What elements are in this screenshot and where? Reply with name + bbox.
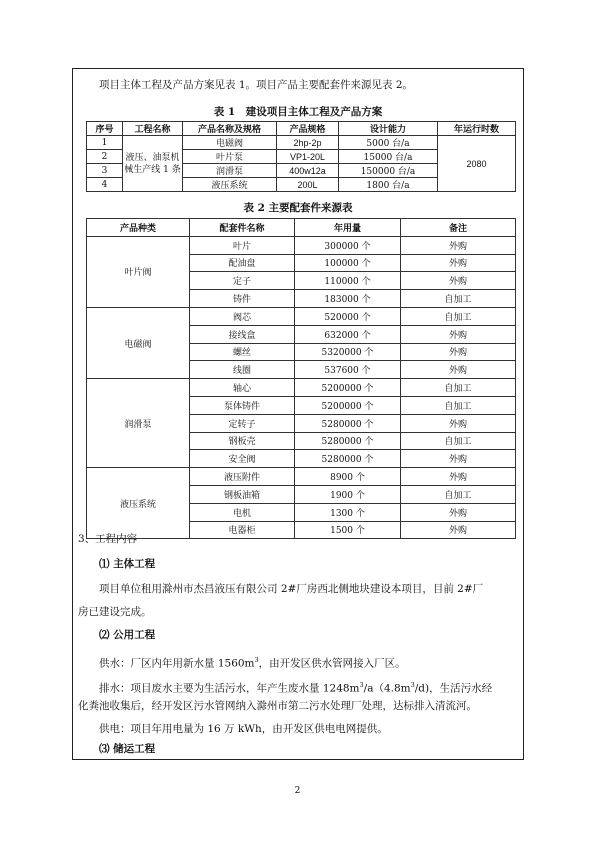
main-paragraph-2: 房已建设完成。 [78, 606, 152, 618]
cell-product: 电磁阀 [183, 136, 277, 150]
table-header-row [87, 219, 516, 237]
cell-note: 外购 [401, 361, 516, 379]
subsection-storage: ⑶ 储运工程 [99, 743, 156, 755]
cell-component-name: 铸件 [190, 290, 295, 308]
header-cell: 工程名称 [123, 122, 183, 136]
table-row [87, 468, 516, 486]
header-cell: 设计能力 [339, 122, 438, 136]
cell-component-name: 定子 [190, 272, 295, 290]
cell-quantity: 537600 个 [295, 361, 401, 379]
table2-caption: 表 2 主要配套件来源表 [243, 202, 353, 214]
cell-quantity: 1500 个 [295, 521, 401, 539]
cell-component-name: 定转子 [190, 414, 295, 432]
cell-spec: 200L [277, 178, 339, 192]
cell-quantity: 300000 个 [295, 236, 401, 254]
cell-no: 2 [87, 150, 123, 164]
intro-text: 项目主体工程及产品方案见表 1。项目产品主要配套件来源见表 2。 [99, 79, 414, 91]
cell-quantity: 520000 个 [295, 307, 401, 325]
cell-note: 外购 [401, 468, 516, 486]
cell-component-name: 电机 [190, 503, 295, 521]
cell-component-name: 钢板油箱 [190, 485, 295, 503]
drainage-text: 排水：项目废水主要为生活污水，年产生废水量 $1248m^3/a(4.8m^3/d)$，生活污水经 [99, 681, 493, 695]
section-heading: 3、工程内容 [78, 533, 138, 545]
cell-product: 液压系统 [183, 178, 277, 192]
cell-quantity: 5280000 个 [295, 414, 401, 432]
table-component-sources [86, 218, 516, 539]
cell-quantity: 5200000 个 [295, 396, 401, 414]
cell-note: 外购 [401, 272, 516, 290]
main-paragraph-1: 项目单位租用滁州市杰昌液压有限公司 2#厂房西北侧地块建设本项目，目前 2#厂 [99, 583, 484, 595]
cell-quantity: 1300 个 [295, 503, 401, 521]
cell-component-name: 泵体铸件 [190, 396, 295, 414]
page-number: 2 [294, 786, 301, 796]
cell-note: 自加工 [401, 379, 516, 397]
cell-category: 润滑泵 [87, 379, 190, 468]
cell-capacity: 1800 台/a [339, 178, 438, 192]
cell-component-name: 接线盒 [190, 325, 295, 343]
cell-note: 外购 [401, 254, 516, 272]
cell-note: 自加工 [401, 307, 516, 325]
subsection-main: ⑴ 主体工程 [99, 558, 156, 570]
table-row [87, 136, 516, 150]
cell-quantity: 183000 个 [295, 290, 401, 308]
cell-category: 电磁阀 [87, 307, 190, 378]
cell-category: 叶片阀 [87, 236, 190, 307]
header-cell: 年用量 [295, 219, 401, 237]
cell-note: 外购 [401, 343, 516, 361]
cell-quantity: 5280000 个 [295, 432, 401, 450]
cell-component-name: 配油盘 [190, 254, 295, 272]
header-cell: 产品种类 [87, 219, 190, 237]
cell-quantity: 1900 个 [295, 485, 401, 503]
cell-quantity: 632000 个 [295, 325, 401, 343]
cell-hours: 2080 [438, 136, 516, 192]
cell-no: 4 [87, 178, 123, 192]
cell-product: 润滑泵 [183, 164, 277, 178]
table1-caption: 表 1 建设项目主体工程及产品方案 [213, 106, 383, 118]
cell-note: 外购 [401, 236, 516, 254]
table-row [87, 236, 516, 254]
cell-component-name: 电器柜 [190, 521, 295, 539]
cell-component-name: 阀芯 [190, 307, 295, 325]
cell-spec: VP1-20L [277, 150, 339, 164]
table-row [87, 307, 516, 325]
cell-quantity: 5320000 个 [295, 343, 401, 361]
cell-component-name: 线圈 [190, 361, 295, 379]
cell-no: 1 [87, 136, 123, 150]
header-cell: 备注 [401, 219, 516, 237]
cell-quantity: 100000 个 [295, 254, 401, 272]
cell-product: 叶片泵 [183, 150, 277, 164]
cell-component-name: 轴心 [190, 379, 295, 397]
cell-component-name: 钢板壳 [190, 432, 295, 450]
cell-capacity: 5000 台/a [339, 136, 438, 150]
cell-spec: 2hp-2p [277, 136, 339, 150]
header-cell: 配套件名称 [190, 219, 295, 237]
cell-note: 外购 [401, 450, 516, 468]
drainage-text-2: 化粪池收集后，经开发区污水管网纳入滁州市第二污水处理厂处理，达标排入清流河。 [78, 700, 477, 712]
header-cell: 年运行时数 [438, 122, 516, 136]
subsection-public: ⑵ 公用工程 [99, 629, 156, 641]
header-cell: 产品名称及规格 [183, 122, 277, 136]
table-product-plan [86, 121, 516, 192]
table-row [87, 379, 516, 397]
cell-component-name: 安全阀 [190, 450, 295, 468]
cell-component-name: 液压附件 [190, 468, 295, 486]
cell-component-name: 螺丝 [190, 343, 295, 361]
header-cell: 序号 [87, 122, 123, 136]
cell-component-name: 叶片 [190, 236, 295, 254]
cell-quantity: 110000 个 [295, 272, 401, 290]
cell-quantity: 5280000 个 [295, 450, 401, 468]
cell-quantity: 8900 个 [295, 468, 401, 486]
table-header-row [87, 122, 516, 136]
header-cell: 产品规格 [277, 122, 339, 136]
cell-note: 外购 [401, 521, 516, 539]
power-supply-text: 供电：项目年用电量为 16 万 kWh，由开发区供电电网提供。 [99, 723, 388, 735]
cell-capacity: 15000 台/a [339, 150, 438, 164]
cell-capacity: 150000 台/a [339, 164, 438, 178]
cell-note: 自加工 [401, 396, 516, 414]
cell-spec: 400w12a [277, 164, 339, 178]
cell-note: 外购 [401, 325, 516, 343]
cell-category: 液压系统 [87, 468, 190, 539]
cell-note: 自加工 [401, 432, 516, 450]
cell-quantity: 5200000 个 [295, 379, 401, 397]
cell-no: 3 [87, 164, 123, 178]
cell-note: 外购 [401, 414, 516, 432]
cell-note: 自加工 [401, 290, 516, 308]
cell-note: 外购 [401, 503, 516, 521]
cell-project-name: 液压、油泵机械生产线 1 条 [123, 136, 183, 192]
cell-note: 自加工 [401, 485, 516, 503]
water-supply-text: 供水：厂区内年用新水量 $1560m^3$，由开发区供水管网接入厂区。 [99, 656, 406, 670]
